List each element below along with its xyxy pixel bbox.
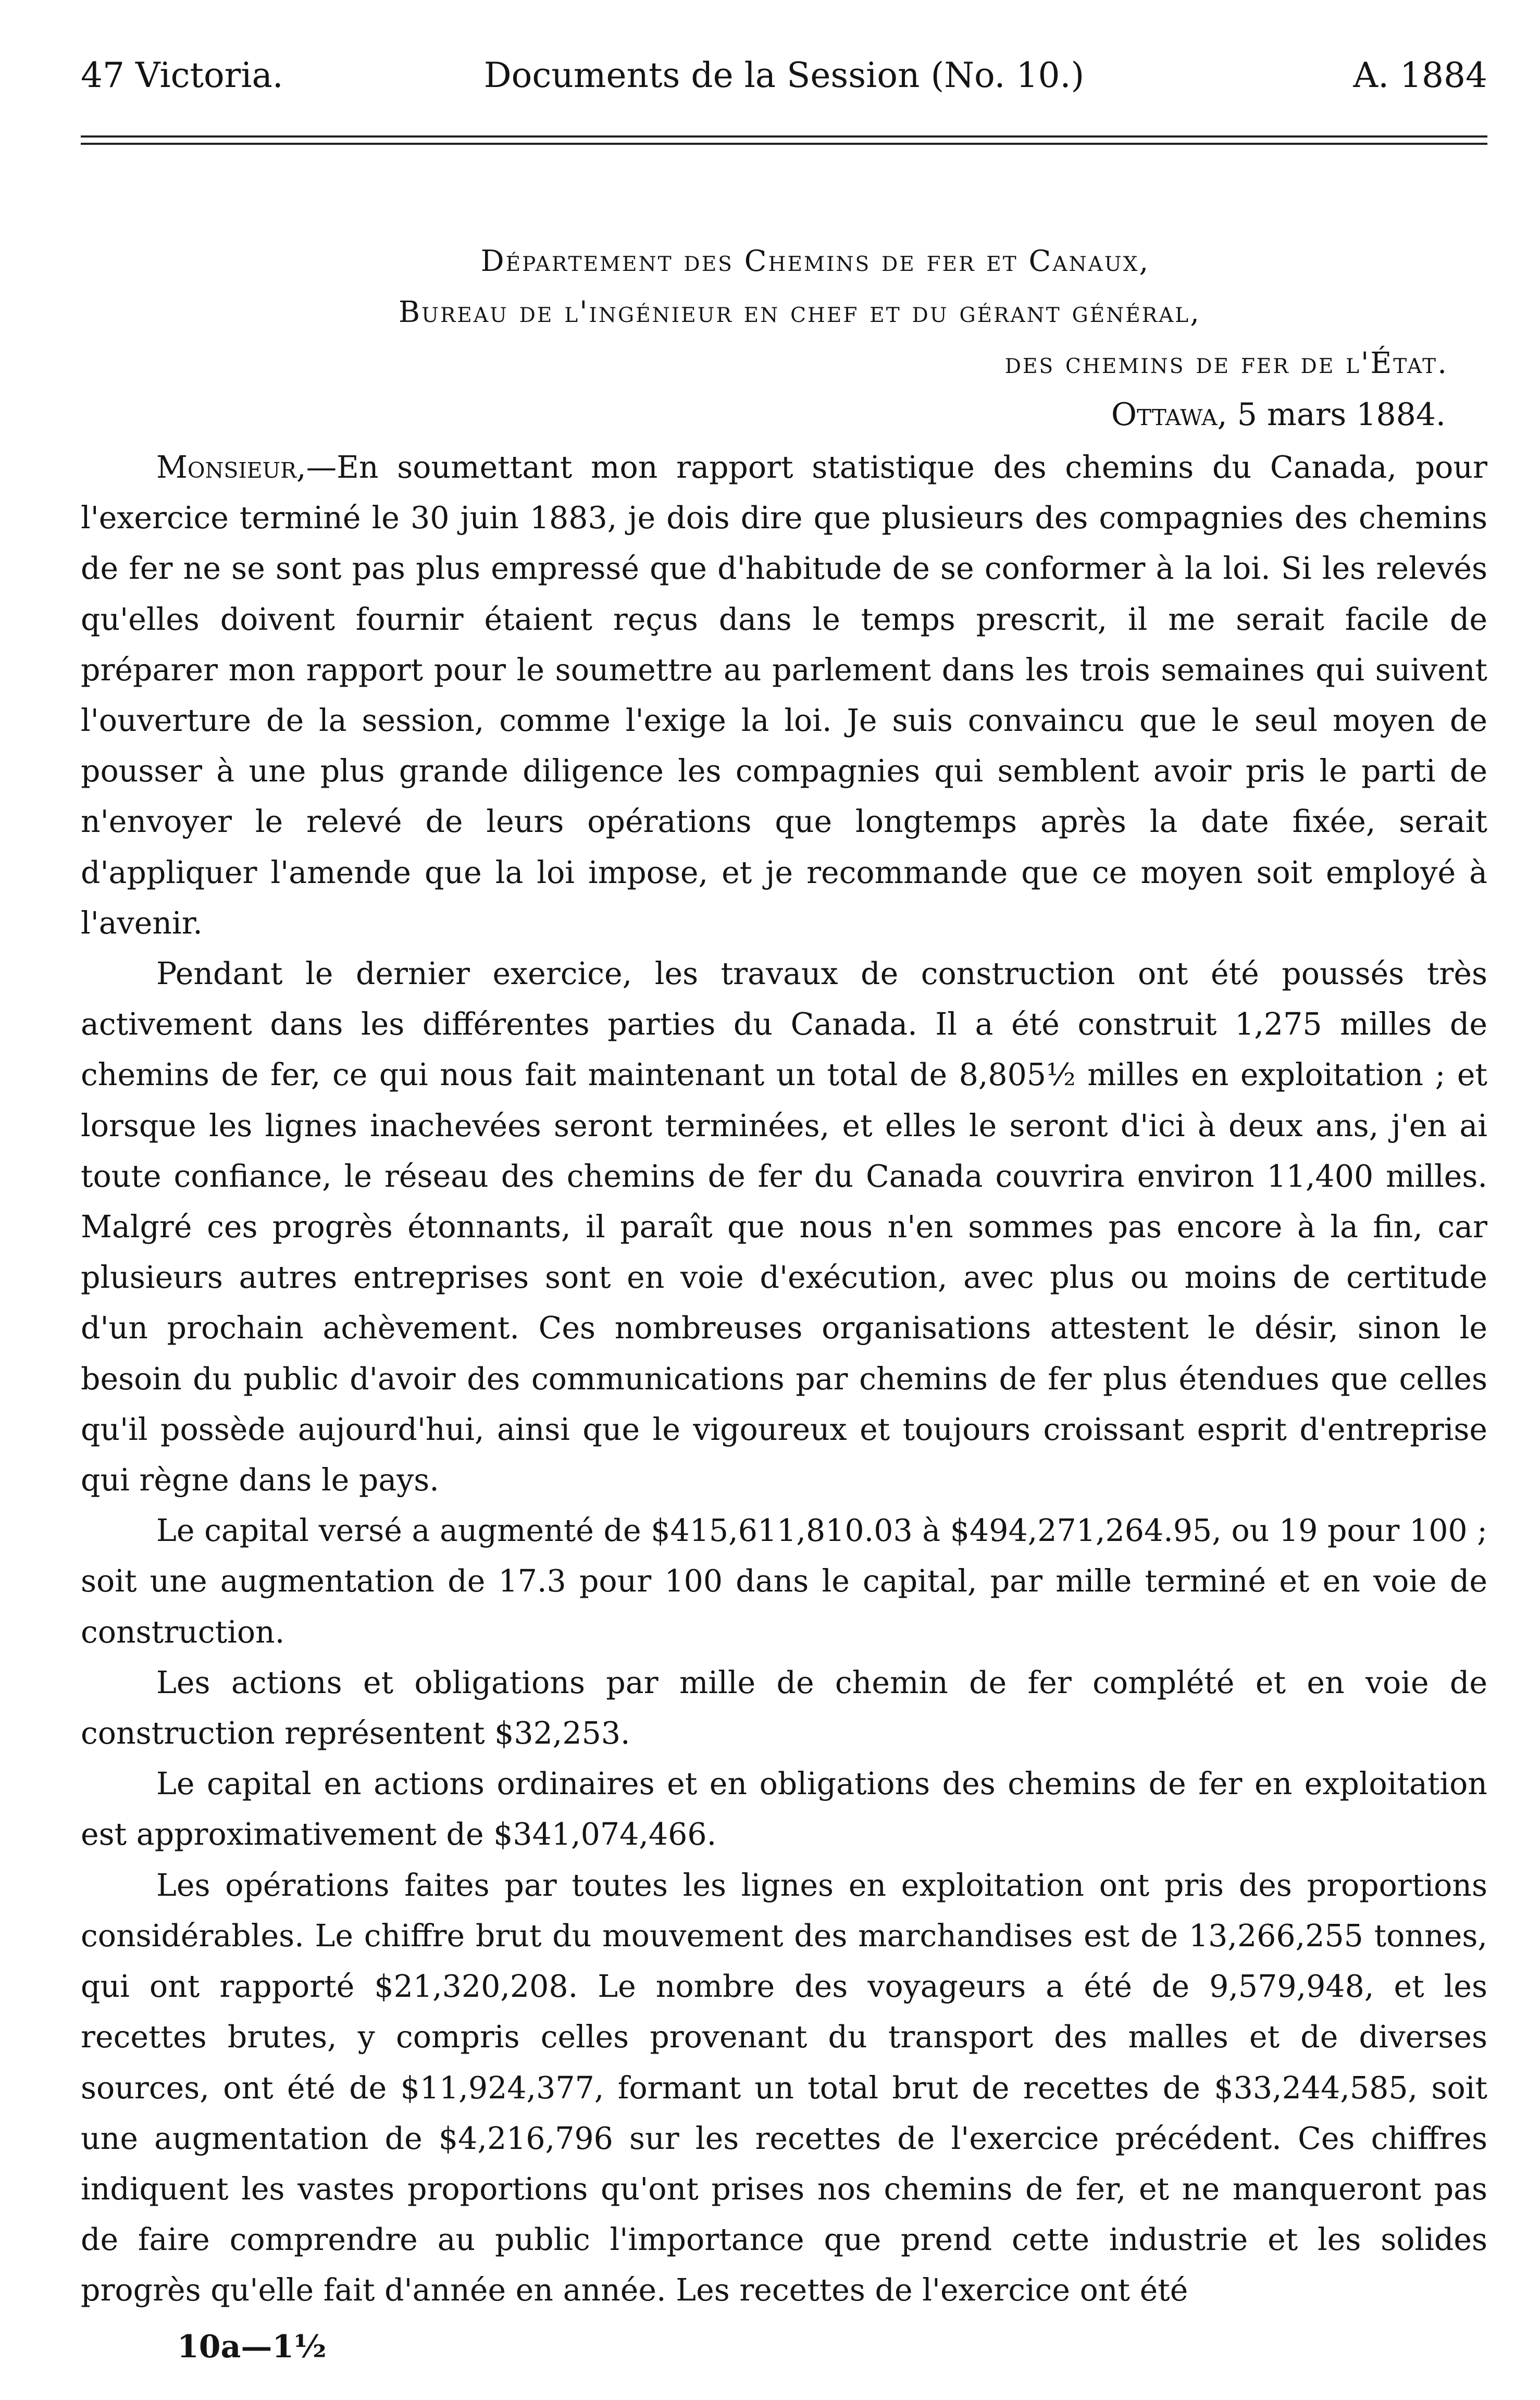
paragraph-4: Les actions et obligations par mille de chemin de fer complété et en voie de construction représentent $32,253. xyxy=(81,1664,1487,1751)
paragraph-3: Le capital versé a augmenté de $415,611,810.03 à $494,271,264.95, ou 19 pour 100 ; soit une augmentation de 17.3 pour 100 dans le capital, par mille terminé et en voie de construction. xyxy=(81,1513,1487,1650)
dateline xyxy=(81,389,1487,440)
letterhead-department: Département des Chemins de fer et Canaux, xyxy=(480,244,1150,278)
header-divider xyxy=(81,135,1487,145)
salutation: Monsieur, xyxy=(156,450,306,485)
running-head-year: A. 1884 xyxy=(1353,55,1487,95)
running-head-volume: 47 Victoria. xyxy=(81,55,283,95)
letterhead-bureau: Bureau de l'ingénieur en chef et du gérant général, xyxy=(398,295,1201,329)
paragraph-1-text: —En soumettant mon rapport statistique des chemins du Canada, pour l'exercice terminé le 30 juin 1883, je dois dire que plusieurs des compagnies des chemins de fer ne se sont pas plus empressé que d'habitude de se conformer à la loi. Si les relevés qu'elles doivent fournir étaient reçus dans le temps prescrit, il me serait facile de préparer mon rapport pour le soumettre au parlement dans les trois semaines qui suivent l'ouverture de la session, comme l'exige la loi. Je suis convaincu que le seul moyen de pousser à une plus grande diligence les compagnies qui semblent avoir pris le parti de n'envoyer le relevé de leurs opérations que longtemps après la date fixée, serait d'appliquer l'amende que la loi impose, et je recommande que ce moyen soit employé à l'avenir. xyxy=(81,450,1487,941)
running-head xyxy=(81,47,1487,104)
letter-body xyxy=(81,442,1487,2316)
paragraph-6: Les opérations faites par toutes les lignes en exploitation ont pris des proportions considérables. Le chiffre brut du mouvement des marchandises est de 13,266,255 tonnes, qui ont rapporté $21,320,208. Le nombre des voyageurs a été de 9,579,948, et les recettes brutes, y compris celles provenant du transport des malles et de diverses sources, ont été de $11,924,377, formant un total brut de recettes de $33,244,585, soit une augmentation de $4,216,796 sur les recettes de l'exercice précédent. Ces chiffres indiquent les vastes proportions qu'ont prises nos chemins de fer, et ne manqueront pas de faire comprendre au public l'importance que prend cette industrie et les solides progrès qu'elle fait d'année en année. Les recettes de l'exercice ont été xyxy=(81,1867,1487,2308)
paragraph-2: Pendant le dernier exercice, les travaux de construction ont été poussés très activement dans les différentes parties du Canada. Il a été construit 1,275 milles de chemins de fer, ce qui nous fait maintenant un total de 8,805½ milles en exploitation ; et lorsque les lignes inachevées seront terminées, et elles le seront d'ici à deux ans, j'en ai toute confiance, le réseau des chemins de fer du Canada couvrira environ 11,400 milles. Malgré ces progrès étonnants, il paraît que nous n'en sommes pas encore à la fin, car plusieurs autres entreprises sont en voie d'exécution, avec plus ou moins de certitude d'un prochain achèvement. Ces nombreuses organisations attestent le désir, sinon le besoin du public d'avoir des communications par chemins de fer plus étendues que celles qu'il possède aujourd'hui, ainsi que le vigoureux et toujours croissant esprit d'entreprise qui règne dans le pays. xyxy=(81,956,1487,1498)
printer-signature-mark: 10a—1½ xyxy=(177,2329,327,2365)
document-page xyxy=(81,47,1487,2316)
paragraph-5: Le capital en actions ordinaires et en obligations des chemins de fer en exploitation est approximativement de $341,074,466. xyxy=(81,1766,1487,1852)
dateline-date: 5 mars 1884. xyxy=(1227,396,1446,433)
paragraph-1 xyxy=(81,442,1487,949)
running-head-title: Documents de la Session (No. 10.) xyxy=(483,55,1085,95)
letterhead-railways: des chemins de fer de l'État. xyxy=(1004,346,1448,380)
dateline-place: Ottawa, xyxy=(1111,396,1227,433)
letterhead xyxy=(81,236,1487,389)
